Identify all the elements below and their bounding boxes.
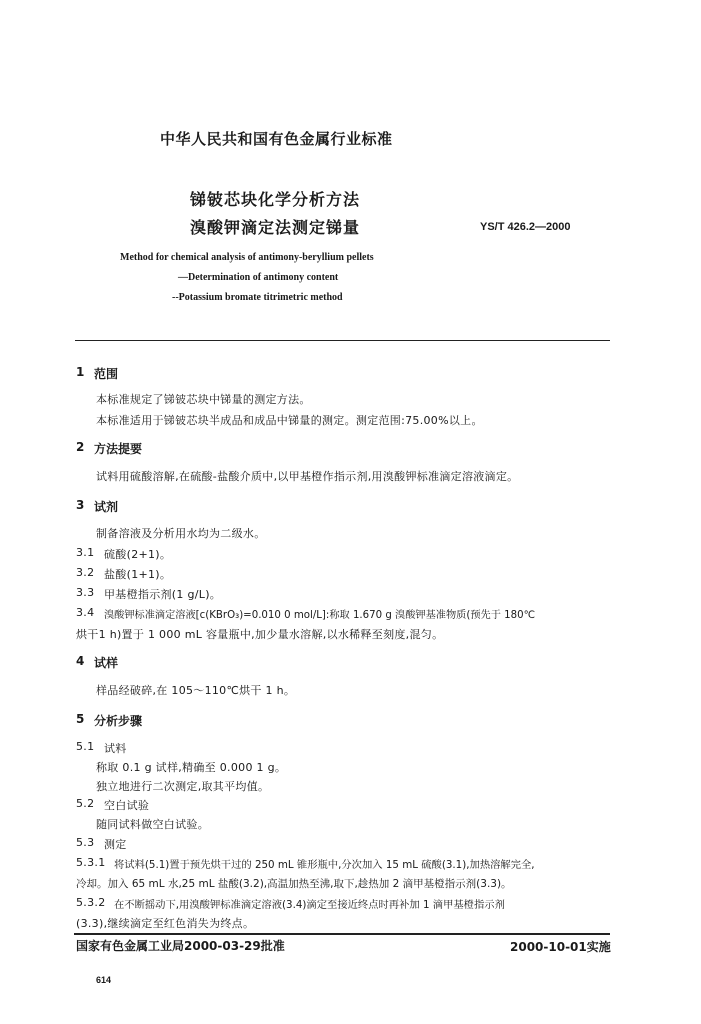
section-1-heading: 范围 bbox=[94, 367, 119, 381]
step-5-3-2-text-line1: 在不断摇动下,用溴酸钾标准滴定溶液(3.4)滴定至接近终点时再补加 1 滴甲基橙指示剂 bbox=[114, 899, 505, 911]
approval-date: 国家有色金属工业局2000-03-29批准 bbox=[76, 939, 285, 953]
english-title-line3: --Potassium bromate titrimetric method bbox=[172, 292, 343, 303]
section-1-number: 1 bbox=[76, 365, 85, 379]
item-3-4-text-line1: 溴酸钾标准滴定溶液[c(KBrO₃)=0.010 0 mol/L]:称取 1.670 g 溴酸钾基准物质(预先于 180℃ bbox=[104, 610, 536, 621]
item-3-3-text: 甲基橙指示剂(1 g/L)。 bbox=[104, 588, 222, 601]
document-title-line1: 锑铍芯块化学分析方法 bbox=[190, 190, 361, 209]
section-3-paragraph-1: 制备溶液及分析用水均为二级水。 bbox=[96, 527, 266, 540]
subsection-5-3-heading: 测定 bbox=[104, 838, 127, 851]
section-2-heading: 方法提要 bbox=[94, 442, 143, 456]
page-number: 614 bbox=[96, 975, 112, 985]
subsection-5-2-paragraph-1: 随同试料做空白试验。 bbox=[96, 818, 209, 831]
item-3-1-number: 3.1 bbox=[76, 546, 95, 559]
subsection-5-1-paragraph-2: 独立地进行二次测定,取其平均值。 bbox=[96, 780, 270, 793]
national-standard-title: 中华人民共和国有色金属行业标准 bbox=[160, 130, 393, 148]
section-4-heading: 试样 bbox=[94, 656, 119, 670]
step-5-3-2-text-line2: (3.3),继续滴定至红色消失为终点。 bbox=[76, 917, 255, 930]
item-3-2-text: 盐酸(1+1)。 bbox=[104, 568, 172, 581]
section-3-heading: 试剂 bbox=[94, 500, 119, 514]
subsection-5-2-heading: 空白试验 bbox=[104, 799, 150, 812]
step-5-3-1-number: 5.3.1 bbox=[76, 856, 106, 869]
section-5-number: 5 bbox=[76, 712, 85, 726]
section-1-paragraph-2: 本标准适用于锑铍芯块半成品和成品中锑量的测定。测定范围:75.00%以上。 bbox=[96, 414, 483, 427]
item-3-1-text: 硫酸(2+1)。 bbox=[104, 548, 172, 561]
item-3-4-text-line2: 烘干1 h)置于 1 000 mL 容量瓶中,加少量水溶解,以水稀释至刻度,混匀。 bbox=[76, 628, 444, 641]
english-title-line2: —Determination of antimony content bbox=[178, 272, 339, 283]
step-5-3-1-text-line1: 将试料(5.1)置于预先烘干过的 250 mL 锥形瓶中,分次加入 15 mL 硫酸(3.1),加热溶解完全, bbox=[114, 859, 535, 871]
section-2-paragraph-1: 试料用硫酸溶解,在硫酸-盐酸介质中,以甲基橙作指示剂,用溴酸钾标准滴定溶液滴定。 bbox=[96, 470, 519, 483]
item-3-2-number: 3.2 bbox=[76, 566, 95, 579]
footer-divider bbox=[74, 933, 610, 935]
section-1-paragraph-1: 本标准规定了锑铍芯块中锑量的测定方法。 bbox=[96, 393, 311, 406]
section-4-paragraph-1: 样品经破碎,在 105～110℃烘干 1 h。 bbox=[96, 684, 296, 697]
section-2-number: 2 bbox=[76, 440, 85, 454]
document-title-line2: 溴酸钾滴定法测定锑量 bbox=[190, 218, 361, 237]
subsection-5-1-paragraph-1: 称取 0.1 g 试样,精确至 0.000 1 g。 bbox=[96, 761, 287, 774]
step-5-3-2-number: 5.3.2 bbox=[76, 896, 106, 909]
section-4-number: 4 bbox=[76, 654, 85, 668]
item-3-3-number: 3.3 bbox=[76, 586, 95, 599]
english-title-line1: Method for chemical analysis of antimony-beryllium pellets bbox=[120, 252, 374, 263]
header-divider bbox=[75, 340, 610, 341]
section-5-heading: 分析步骤 bbox=[94, 714, 143, 728]
section-3-number: 3 bbox=[76, 498, 85, 512]
subsection-5-1-heading: 试料 bbox=[104, 742, 127, 755]
step-5-3-1-text-line2: 冷却。加入 65 mL 水,25 mL 盐酸(3.2),高温加热至沸,取下,趁热加 2 滴甲基橙指示剂(3.3)。 bbox=[76, 878, 512, 890]
item-3-4-number: 3.4 bbox=[76, 606, 95, 619]
subsection-5-3-number: 5.3 bbox=[76, 836, 95, 849]
implementation-date: 2000-10-01实施 bbox=[510, 940, 611, 954]
subsection-5-1-number: 5.1 bbox=[76, 740, 95, 753]
subsection-5-2-number: 5.2 bbox=[76, 797, 95, 810]
standard-number: YS/T 426.2—2000 bbox=[480, 221, 571, 233]
